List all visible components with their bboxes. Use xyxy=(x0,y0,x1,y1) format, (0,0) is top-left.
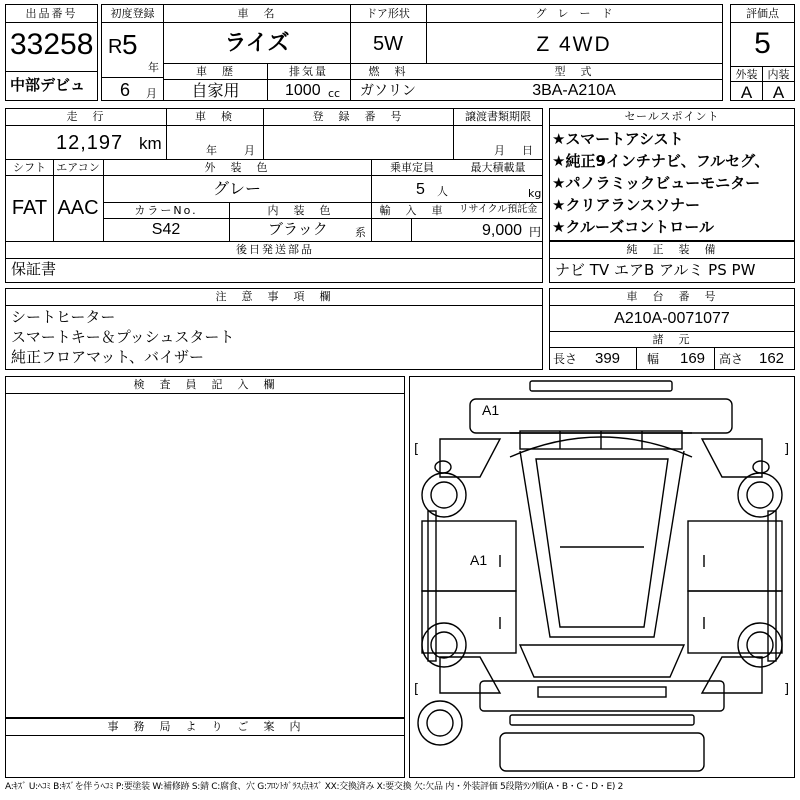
grade: Z 4WD xyxy=(536,33,612,56)
venue: 中部デビュ xyxy=(10,76,86,94)
color-label: 外 装 色 xyxy=(204,161,270,174)
displacement: 1000 xyxy=(285,82,321,99)
load-unit: kg xyxy=(528,187,542,200)
score: 5 xyxy=(754,27,771,60)
ext-label: 外装 xyxy=(735,68,758,81)
disp-unit: cc xyxy=(328,87,341,100)
year-unit: 年 xyxy=(148,61,159,74)
chassis-number: A210A-0071077 xyxy=(614,310,730,327)
chassis-label: 車 台 番 号 xyxy=(626,290,718,303)
mileage-unit: km xyxy=(139,134,162,153)
car-diagram xyxy=(410,377,794,777)
bracket-right-top: ] xyxy=(784,442,790,457)
inspect-year: 年 xyxy=(206,144,217,157)
bracket-left-bottom: [ xyxy=(414,682,420,697)
import-label: 輸 入 車 xyxy=(379,204,445,217)
int-color: ブラック xyxy=(268,220,328,238)
transfer-label: 譲渡書類期限 xyxy=(465,110,531,123)
damage-mark-hood: A1 xyxy=(482,402,500,418)
equip-value: ナビ TV エアB アルミ PS PW xyxy=(555,261,756,279)
inspector-label: 検 査 員 記 入 欄 xyxy=(133,378,277,391)
car-info-box xyxy=(163,4,723,101)
office-label: 事 務 局 よ り ご 案 内 xyxy=(107,720,303,733)
colorno-label: カラーNo. xyxy=(134,204,198,217)
model-code: 3BA-A210A xyxy=(532,82,616,99)
car-diagram-box xyxy=(409,376,795,778)
capacity-label: 乗車定員 xyxy=(390,161,434,174)
len-label: 長さ xyxy=(553,352,578,366)
mileage-label: 走 行 xyxy=(66,110,106,123)
note-line-2: スマートキー＆プッシュスタート xyxy=(11,328,235,346)
width: 169 xyxy=(680,350,706,367)
ext-grade: A xyxy=(740,83,753,101)
wid-label: 幅 xyxy=(647,352,660,366)
first-reg-label: 初度登録 xyxy=(110,7,155,20)
inspector-box xyxy=(5,376,405,718)
lot-box xyxy=(5,4,98,101)
history-label: 車 歴 xyxy=(196,65,235,78)
capacity-unit: 人 xyxy=(437,185,448,198)
later-parts: 保証書 xyxy=(11,260,57,278)
note-line-3: 純正フロアマット、バイザー xyxy=(11,348,205,366)
reg-month: 6 xyxy=(120,80,131,100)
int-grade: A xyxy=(772,83,785,101)
ext-color: グレー xyxy=(212,179,261,198)
mileage: 12,197 xyxy=(56,132,124,154)
first-reg-box xyxy=(101,4,164,101)
sales-point-2: ★純正9インチナビ、フルセグ、 xyxy=(552,152,770,170)
transfer-day: 日 xyxy=(522,144,533,157)
sales-box xyxy=(549,108,795,241)
intcolor-unit: 系 xyxy=(355,226,366,239)
detail-box xyxy=(5,108,543,283)
era: R xyxy=(108,36,123,58)
office-box xyxy=(5,718,405,778)
car-name: ライズ xyxy=(224,31,290,56)
length: 399 xyxy=(595,350,621,367)
colorno: S42 xyxy=(151,221,181,238)
notes-box xyxy=(5,288,543,370)
recycle-label: リサイクル預託金 xyxy=(458,204,538,215)
chassis-box xyxy=(549,288,795,370)
capacity: 5 xyxy=(416,181,425,198)
sales-point-1: ★スマートアシスト xyxy=(552,130,684,148)
fuel: ガソリン xyxy=(360,83,416,99)
ac-label: エアコン xyxy=(56,161,100,174)
month-unit: 月 xyxy=(146,87,157,100)
door-label: ドア形状 xyxy=(366,7,410,20)
legend: A:ｷｽﾞ U:ﾍｺﾐ B:ｷｽﾞを伴うﾍｺﾐ P:要塗装 W:補修跡 S:錆 C:腐食、穴 G:ﾌﾛﾝﾄｶﾞﾗｽ点ｷｽﾞ XX:交換済み X:要交換 欠:欠品 内・外装評価 5段階ﾗﾝｸ順(A・B・C・D・E) 2 xyxy=(5,782,624,792)
fuel-label: 燃 料 xyxy=(368,65,408,78)
notes-label: 注 意 事 項 欄 xyxy=(215,290,333,303)
reg-year: 5 xyxy=(122,29,138,60)
note-line-1: シートヒーター xyxy=(11,308,116,326)
inspect-month: 月 xyxy=(244,144,255,157)
later-label: 後日発送部品 xyxy=(236,243,314,256)
specs-label: 諸 元 xyxy=(652,333,692,346)
score-label: 評価点 xyxy=(746,7,779,20)
equip-box xyxy=(549,241,795,283)
score-box xyxy=(730,4,795,101)
model-label: 型 式 xyxy=(554,65,594,78)
load-label: 最大積載量 xyxy=(470,161,526,174)
history: 自家用 xyxy=(191,81,240,100)
recycle-unit: 円 xyxy=(529,225,542,239)
hei-label: 高さ xyxy=(719,352,744,366)
inspect-label: 車 検 xyxy=(195,110,234,123)
transfer-month: 月 xyxy=(494,144,505,157)
ac: AAC xyxy=(57,197,99,219)
shift: FAT xyxy=(11,197,48,219)
shift-label: シフト xyxy=(13,161,46,174)
disp-label: 排気量 xyxy=(289,65,328,78)
grade-label: グ レ ー ド xyxy=(535,7,613,20)
lot-label: 出品番号 xyxy=(25,7,78,20)
height: 162 xyxy=(759,350,785,367)
bracket-right-bottom: ] xyxy=(784,682,790,697)
bracket-left-top: [ xyxy=(414,442,420,457)
name-label: 車 名 xyxy=(237,7,277,20)
sales-point-3: ★パノラミックビューモニター xyxy=(552,174,761,192)
regno-label: 登 録 番 号 xyxy=(312,110,404,123)
sales-label: セールスポイント xyxy=(624,110,720,123)
int-label: 内装 xyxy=(767,68,790,81)
sales-point-5: ★クルーズコントロール xyxy=(552,218,714,236)
equip-label: 純 正 装 備 xyxy=(626,243,718,256)
damage-mark-door: A1 xyxy=(470,552,488,568)
recycle-fee: 9,000 xyxy=(482,222,523,239)
intcolor-label: 内 装 色 xyxy=(267,204,333,217)
lot-number: 33258 xyxy=(10,28,94,61)
door-type: 5W xyxy=(373,33,403,55)
sales-point-4: ★クリアランスソナー xyxy=(552,196,700,214)
